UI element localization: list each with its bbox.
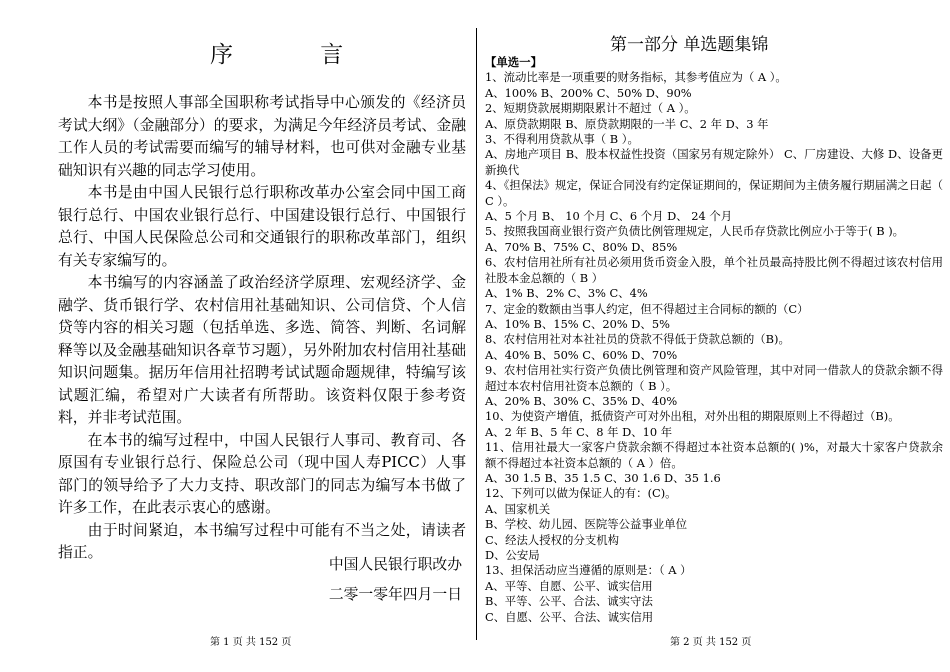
option-line: B、学校、幼儿园、医院等公益事业单位 [485, 517, 688, 532]
option-line: A、20% B、30% C、35% D、40% [485, 393, 678, 408]
option-line: C、自愿、公平、合法、诚实信用 [485, 609, 654, 624]
question-line: 7、定金的数额由当事人约定，但不得超过主合同标的额的（C） [485, 301, 809, 316]
option-line: A、平等、自愿、公平、诚实信用 [485, 578, 653, 593]
preface-body [58, 92, 466, 565]
question-line: 13、担保活动应当遵循的原则是：（ A ） [485, 563, 692, 578]
question-line: 8、农村信用社对本社社员的贷款不得低于贷款总额的（B)。 [485, 332, 790, 347]
option-line: D、公安局 [485, 548, 540, 562]
page-divider [476, 28, 477, 640]
preface-paragraph: 由于时间紧迫，本书编写过程中可能有不当之处，请读者指正。 [58, 521, 466, 561]
question-line: 5、按照我国商业银行资产负债比例管理规定，人民币存贷款比例应小于等于( B )。 [485, 224, 905, 239]
question-line: 6、农村信用社所有社员必须用货币资金入股，单个社员最高持股比例不得超过该农村信用社股本金总额的（ B ） [485, 255, 943, 285]
part-title: 第一部分 单选题集锦 [610, 35, 769, 55]
question-line: 10、为使资产增值，抵债资产可对外出租，对外出租的期限原则上不得超过（B)。 [485, 409, 900, 424]
question-line: 4、《担保法》规定，保证合同没有约定保证期间的，保证期间为主债务履行期届满之日起（ C ）。 [485, 178, 943, 208]
questions-page [480, 0, 950, 672]
preface-paragraph: 本书是由中国人民银行总行职称改革办公室会同中国工商银行总行、中国农业银行总行、中国建设银行总行、中国银行总行、中国人民保险总公司和交通银行的职称改革部门，组织有关专家编写的。 [58, 184, 466, 269]
option-line: A、100% B、200% C、50% D、90% [485, 85, 692, 100]
page-footer-right: 第 2 页 共 152 页 [670, 637, 752, 648]
option-line: A、5 个月 B、 10 个月 C、6 个月 D、 24 个月 [485, 209, 733, 224]
question-line: 2、短期贷款展期期限累计不超过（ A ）。 [485, 101, 696, 116]
question-line: 3、不得利用贷款从事（ B ）。 [485, 132, 639, 147]
option-line: B、平等、公平、合法、诚实守法 [485, 594, 653, 609]
option-line: A、2 年 B、5 年 C、8 年 D、10 年 [485, 424, 673, 439]
option-line: A、70% B、75% C、80% D、85% [485, 239, 678, 254]
option-line: C、经法人授权的分支机构 [485, 532, 620, 547]
preface-title: 序 言 [210, 42, 384, 68]
question-list [485, 55, 943, 625]
page-footer-left: 第 1 页 共 152 页 [210, 637, 292, 648]
preface-paragraph: 本书是按照人事部全国职称考试指导中心颁发的《经济员考试大纲》（金融部分）的要求，为满足今年经济员考试、金融工作人员的考试需要而编写的辅导材料，也可供对金融专业基础知识有兴趣的同志学习使用。 [58, 94, 466, 179]
question-line: 11、信用社最大一家客户贷款余额不得超过本社资本总额的( )%，对最大十家客户贷款余额不得超过本社资本总额的（ A ）倍。 [485, 440, 943, 470]
option-line: A、40% B、50% C、60% D、70% [485, 347, 678, 362]
signature-date: 二零一零年四月一日 [328, 586, 462, 603]
option-line: A、房地产项目 B、股本权益性投资（国家另有规定除外） C、厂房建设、大修 D、设备更新换代 [485, 147, 943, 177]
signature-org: 中国人民银行职改办 [328, 556, 462, 573]
question-line: 12、下列可以做为保证人的有：(C)。 [485, 486, 677, 501]
option-line: A、30 1.5 B、35 1.5 C、30 1.6 D、35 1.6 [485, 470, 721, 485]
preface-paragraph: 在本书的编写过程中，中国人民银行人事司、教育司、各原国有专业银行总行、保险总公司（现中国人寿PICC）人事部门的领导给予了大力支持、职改部门的同志为编写本书做了许多工作，在此表示衷心的感谢。 [58, 431, 466, 516]
option-line: A、原贷款期限 B、原贷款期限的一半 C、2 年 D、3 年 [485, 116, 769, 131]
section-heading: 【单选一】 [485, 55, 542, 69]
question-line: 1、流动比率是一项重要的财务指标，其参考值应为（ A ）。 [485, 70, 787, 85]
preface-paragraph: 本书编写的内容涵盖了政治经济学原理、宏观经济学、金融学、货币银行学、农村信用社基础知识、公司信贷、个人信贷等内容的相关习题（包括单选、多选、简答、判断、名词解释等以及金融基础知识各章节习题），另外附加农村信用社基础知识问题集。据历年信用社招聘考试试题命题规律，特编写该试题汇编，希望对广大读者有所帮助。该资料仅限于参考资料，并非考试范围。 [58, 274, 466, 426]
option-line: A、国家机关 [485, 501, 551, 516]
option-line: A、10% B、15% C、20% D、5% [485, 316, 670, 331]
question-line: 9、农村信用社实行资产负债比例管理和资产风险管理，其中对同一借款人的贷款余额不得超过本农村信用社资本总额的（ B ）。 [485, 363, 943, 393]
option-line: A、1% B、2% C、3% C、4% [485, 286, 648, 301]
